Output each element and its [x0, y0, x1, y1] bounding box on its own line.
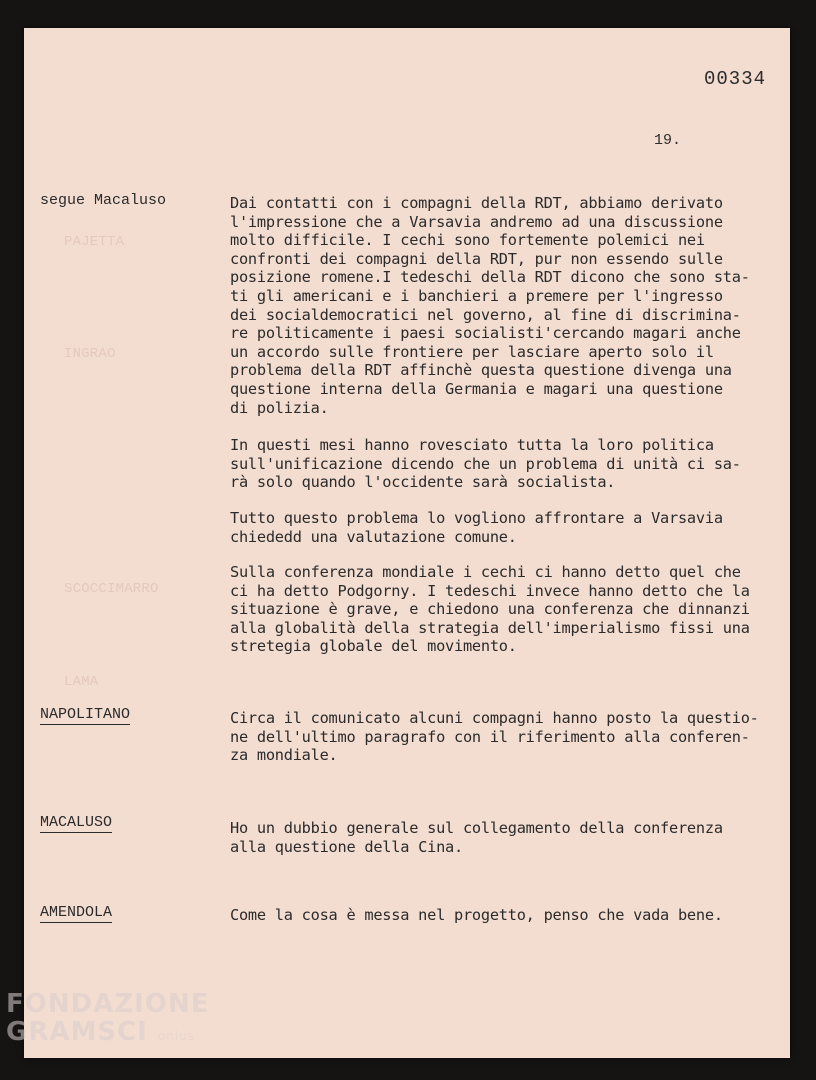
- speech-paragraph: Sulla conferenza mondiale i cechi ci hanno detto quel che ci ha detto Podgorny. I tedeschi invece hanno detto che la situazione è grave, e chiedono una conferenza che dinnanzi alla globalità della strategia dell'imperialismo fissi una stretegia globale del movimento.: [230, 563, 750, 656]
- speech-paragraph: Ho un dubbio generale sul collegamento della conferenza alla questione della Cina.: [230, 819, 723, 856]
- watermark-line: FONDAZIONE: [6, 989, 210, 1019]
- bleed-through-text: LAMA: [64, 674, 99, 690]
- speaker-label: AMENDOLA: [40, 904, 113, 921]
- document-page: [24, 28, 790, 1058]
- speaker-label: segue Macaluso: [40, 192, 167, 209]
- speech-paragraph: Tutto questo problema lo vogliono affrontare a Varsavia chiededd una valutazione comune.: [230, 509, 723, 546]
- speech-paragraph: Come la cosa è messa nel progetto, penso che vada bene.: [230, 906, 723, 924]
- bleed-through-text: SCOCCIMARRO: [64, 581, 159, 597]
- document-number: 00334: [703, 68, 766, 90]
- fondazione-gramsci-watermark: [6, 990, 209, 1050]
- bleed-through-text: PAJETTA: [64, 234, 125, 250]
- speaker-label: NAPOLITANO: [40, 706, 131, 723]
- speaker-label: MACALUSO: [40, 814, 113, 831]
- bleed-through-text: INGRAO: [64, 346, 116, 362]
- speech-paragraph: Dai contatti con i compagni della RDT, abbiamo derivato l'impressione che a Varsavia andremo ad una discussione molto difficile. I cechi sono fortemente polemici nei confronti dei compagni della RDT, pur non essendo sulle posizione romene.I tedeschi della RDT dicono che sono sta- ti gli americani e i banchieri a premere per l'ingresso dei socialdemocratici nel governo, al fine di discrimina- re politicamente i paesi socialisti'cercando magari anche un accordo sulle frontiere per lasciare aperto solo il problema della RDT affinchè questa questione divenga una questione interna della Germania e magari una questione di polizia.: [230, 194, 750, 417]
- speech-paragraph: Circa il comunicato alcuni compagni hanno posto la questio- ne dell'ultimo paragrafo con il riferimento alla conferen- za mondiale.: [230, 709, 759, 765]
- page-number: 19.: [654, 132, 682, 149]
- speech-paragraph: In questi mesi hanno rovesciato tutta la loro politica sull'unificazione dicendo che un problema di unità ci sa- rà solo quando l'occidente sarà socialista.: [230, 436, 741, 492]
- watermark-line: GRAMSCI onlus: [6, 1017, 195, 1047]
